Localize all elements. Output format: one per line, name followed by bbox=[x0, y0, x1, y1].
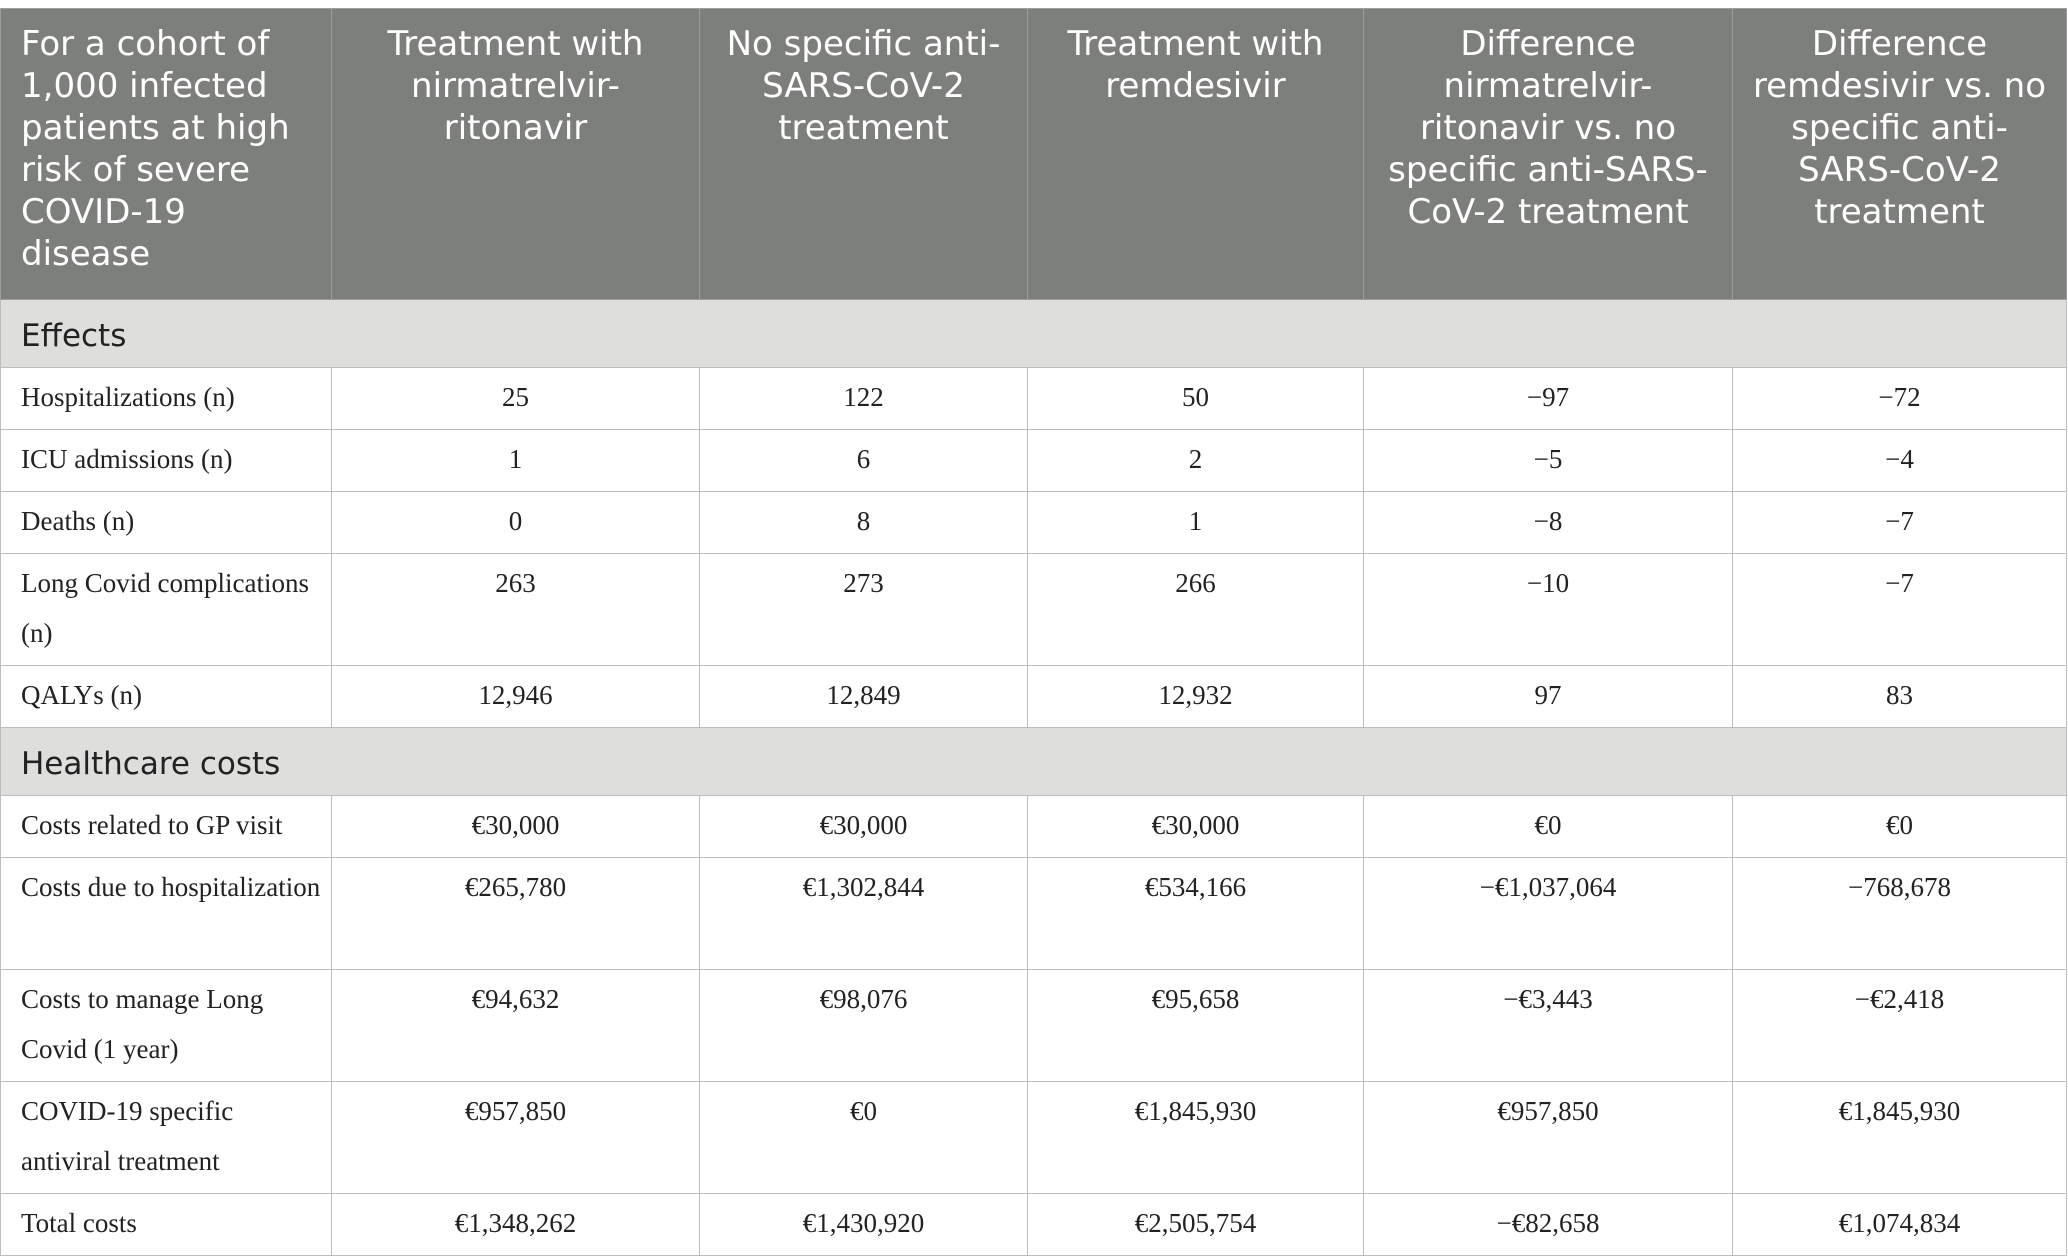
table-row bbox=[1, 796, 2067, 858]
cell-value: €94,632 bbox=[332, 970, 700, 1082]
column-header-difference-nirmatrelvir: Difference nirmatrelvir-ritonavir vs. no specific anti-SARS-CoV-2 treatment bbox=[1364, 9, 1733, 300]
cell-value: €30,000 bbox=[700, 796, 1028, 858]
table-row bbox=[1, 430, 2067, 492]
cell-value: 97 bbox=[1364, 666, 1733, 728]
column-header-difference-remdesivir: Difference remdesivir vs. no specific anti-SARS-CoV-2 treatment bbox=[1733, 9, 2067, 300]
row-label: Costs due to hospitalization bbox=[1, 858, 332, 970]
cell-value: €265,780 bbox=[332, 858, 700, 970]
section-title: Healthcare costs bbox=[1, 728, 2067, 796]
cell-value: €2,505,754 bbox=[1028, 1194, 1364, 1256]
table-row bbox=[1, 554, 2067, 666]
table-row bbox=[1, 1194, 2067, 1256]
cell-value: €1,845,930 bbox=[1733, 1082, 2067, 1194]
cell-value: €30,000 bbox=[1028, 796, 1364, 858]
row-label: Deaths (n) bbox=[1, 492, 332, 554]
cell-value: −€3,443 bbox=[1364, 970, 1733, 1082]
cell-value: 263 bbox=[332, 554, 700, 666]
cell-value: −5 bbox=[1364, 430, 1733, 492]
row-label: ICU admissions (n) bbox=[1, 430, 332, 492]
cell-value: €1,348,262 bbox=[332, 1194, 700, 1256]
cell-value: −7 bbox=[1733, 554, 2067, 666]
table-row bbox=[1, 492, 2067, 554]
cell-value: 122 bbox=[700, 368, 1028, 430]
table-header bbox=[1, 9, 2067, 300]
column-header-remdesivir: Treatment with remdesivir bbox=[1028, 9, 1364, 300]
cell-value: −768,678 bbox=[1733, 858, 2067, 970]
cell-value: 1 bbox=[1028, 492, 1364, 554]
cell-value: €30,000 bbox=[332, 796, 700, 858]
cell-value: €0 bbox=[1364, 796, 1733, 858]
table-row bbox=[1, 970, 2067, 1082]
cell-value: −97 bbox=[1364, 368, 1733, 430]
row-label: Total costs bbox=[1, 1194, 332, 1256]
cell-value: 0 bbox=[332, 492, 700, 554]
cell-value: €1,430,920 bbox=[700, 1194, 1028, 1256]
cell-value: −8 bbox=[1364, 492, 1733, 554]
cell-value: €957,850 bbox=[1364, 1082, 1733, 1194]
cell-value: 8 bbox=[700, 492, 1028, 554]
table-row bbox=[1, 858, 2067, 970]
cell-value: €0 bbox=[700, 1082, 1028, 1194]
cell-value: 12,932 bbox=[1028, 666, 1364, 728]
table-row bbox=[1, 368, 2067, 430]
row-label: Costs related to GP visit bbox=[1, 796, 332, 858]
cell-value: 12,849 bbox=[700, 666, 1028, 728]
row-label: Hospitalizations (n) bbox=[1, 368, 332, 430]
cell-value: 50 bbox=[1028, 368, 1364, 430]
cell-value: 12,946 bbox=[332, 666, 700, 728]
cell-value: €95,658 bbox=[1028, 970, 1364, 1082]
row-label: Costs to manage Long Covid (1 year) bbox=[1, 970, 332, 1082]
cell-value: 6 bbox=[700, 430, 1028, 492]
cell-value: €98,076 bbox=[700, 970, 1028, 1082]
table-body bbox=[1, 300, 2067, 1256]
cell-value: −7 bbox=[1733, 492, 2067, 554]
column-header-nirmatrelvir-ritonavir: Treatment with nirmatrelvir-ritonavir bbox=[332, 9, 700, 300]
section-row-healthcare-costs bbox=[1, 728, 2067, 796]
row-label: Long Covid complications (n) bbox=[1, 554, 332, 666]
cell-value: €0 bbox=[1733, 796, 2067, 858]
cell-value: €1,302,844 bbox=[700, 858, 1028, 970]
cell-value: −€1,037,064 bbox=[1364, 858, 1733, 970]
cell-value: −€82,658 bbox=[1364, 1194, 1733, 1256]
table-row bbox=[1, 666, 2067, 728]
cost-effects-table bbox=[0, 8, 2067, 1256]
column-header-cohort: For a cohort of 1,000 infected patients at high risk of severe COVID-19 disease bbox=[1, 9, 332, 300]
cell-value: €534,166 bbox=[1028, 858, 1364, 970]
cell-value: €957,850 bbox=[332, 1082, 700, 1194]
cell-value: €1,074,834 bbox=[1733, 1194, 2067, 1256]
cell-value: −4 bbox=[1733, 430, 2067, 492]
cell-value: 1 bbox=[332, 430, 700, 492]
cell-value: −€2,418 bbox=[1733, 970, 2067, 1082]
cell-value: €1,845,930 bbox=[1028, 1082, 1364, 1194]
table-row bbox=[1, 1082, 2067, 1194]
column-header-no-treatment: No specific anti-SARS-CoV-2 treatment bbox=[700, 9, 1028, 300]
cell-value: −72 bbox=[1733, 368, 2067, 430]
cell-value: 83 bbox=[1733, 666, 2067, 728]
cell-value: 266 bbox=[1028, 554, 1364, 666]
row-label: QALYs (n) bbox=[1, 666, 332, 728]
cell-value: −10 bbox=[1364, 554, 1733, 666]
section-row-effects bbox=[1, 300, 2067, 368]
header-row bbox=[1, 9, 2067, 300]
row-label: COVID-19 specific antiviral treatment bbox=[1, 1082, 332, 1194]
section-title: Effects bbox=[1, 300, 2067, 368]
cell-value: 273 bbox=[700, 554, 1028, 666]
cell-value: 25 bbox=[332, 368, 700, 430]
cell-value: 2 bbox=[1028, 430, 1364, 492]
